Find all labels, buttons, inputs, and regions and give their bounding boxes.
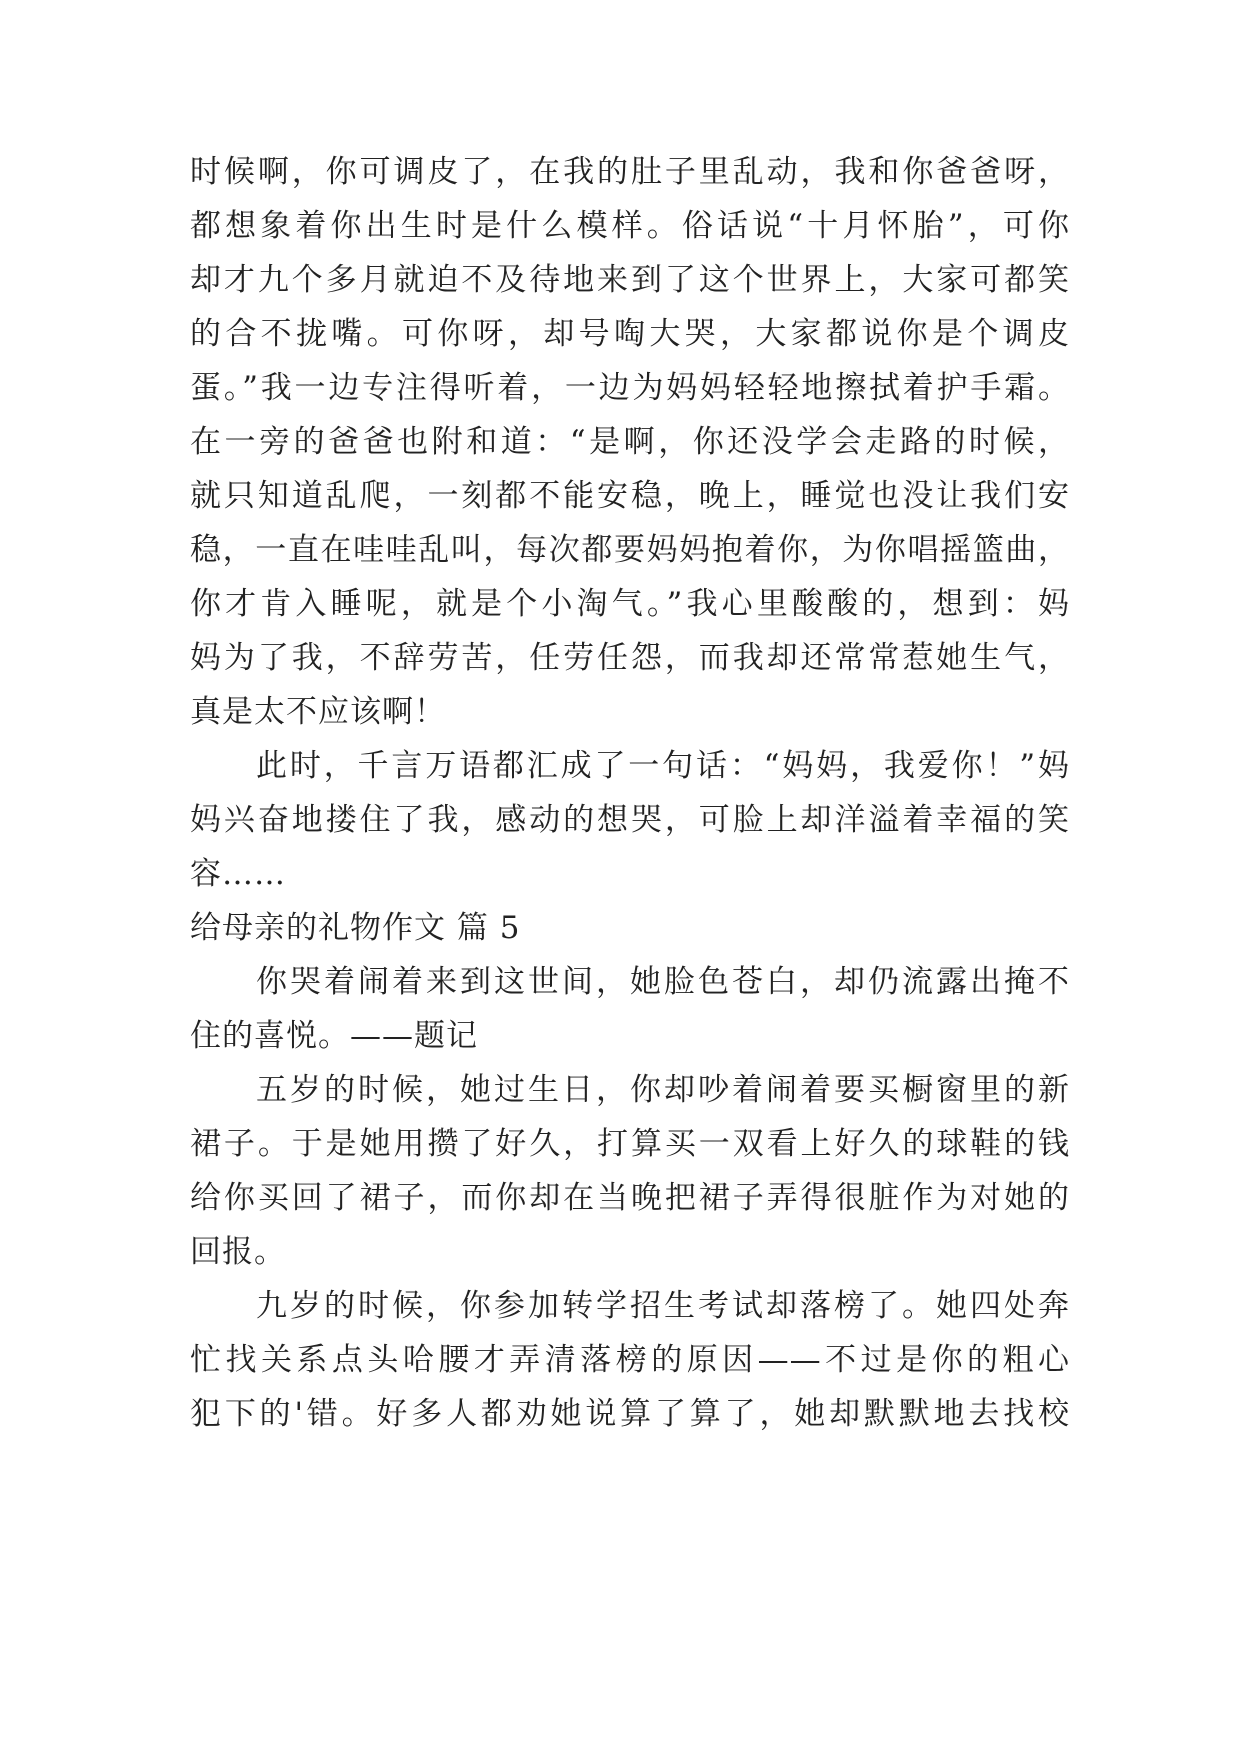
text-line: 妈兴奋地搂住了我，感动的想哭，可脸上却洋溢着幸福的笑 — [190, 802, 1070, 838]
text-line: 妈为了我，不辞劳苦，任劳任怨，而我却还常常惹她生气， — [190, 640, 1070, 676]
text-line: 在一旁的爸爸也附和道：“是啊，你还没学会走路的时候， — [190, 424, 1070, 460]
text-line: 蛋。”我一边专注得听着，一边为妈妈轻轻地擦拭着护手霜。 — [190, 370, 1070, 406]
paragraph-first-line: 此时，千言万语都汇成了一句话：“妈妈，我爱你！”妈 — [256, 748, 1070, 784]
text-line: 你才肯入睡呢，就是个小淘气。”我心里酸酸的，想到：妈 — [190, 586, 1070, 622]
text-line: 回报。 — [190, 1234, 286, 1270]
text-line: 时候啊，你可调皮了，在我的肚子里乱动，我和你爸爸呀， — [190, 154, 1070, 190]
text-line: 都想象着你出生时是什么模样。俗话说“十月怀胎”，可你 — [190, 208, 1070, 244]
section-title: 给母亲的礼物作文 篇 5 — [190, 910, 521, 946]
text-line: 犯下的'错。好多人都劝她说算了算了，她却默默地去找校 — [190, 1396, 1070, 1432]
text-line: 稳，一直在哇哇乱叫，每次都要妈妈抱着你，为你唱摇篮曲， — [190, 532, 1070, 568]
text-line: 裙子。于是她用攒了好久，打算买一双看上好久的球鞋的钱 — [190, 1126, 1070, 1162]
paragraph-first-line: 九岁的时候，你参加转学招生考试却落榜了。她四处奔 — [256, 1288, 1070, 1324]
text-line: 的合不拢嘴。可你呀，却号啕大哭，大家都说你是个调皮 — [190, 316, 1070, 352]
text-line: 真是太不应该啊！ — [190, 694, 446, 730]
text-line: 容…… — [190, 856, 286, 892]
paragraph-first-line: 五岁的时候，她过生日，你却吵着闹着要买橱窗里的新 — [256, 1072, 1070, 1108]
text-line: 住的喜悦。——题记 — [190, 1018, 478, 1054]
text-line: 给你买回了裙子，而你却在当晚把裙子弄得很脏作为对她的 — [190, 1180, 1070, 1216]
text-line: 却才九个多月就迫不及待地来到了这个世界上，大家可都笑 — [190, 262, 1070, 298]
text-line: 就只知道乱爬，一刻都不能安稳，晚上，睡觉也没让我们安 — [190, 478, 1070, 514]
text-line: 忙找关系点头哈腰才弄清落榜的原因——不过是你的粗心 — [190, 1342, 1070, 1378]
paragraph-first-line: 你哭着闹着来到这世间，她脸色苍白，却仍流露出掩不 — [256, 964, 1070, 1000]
